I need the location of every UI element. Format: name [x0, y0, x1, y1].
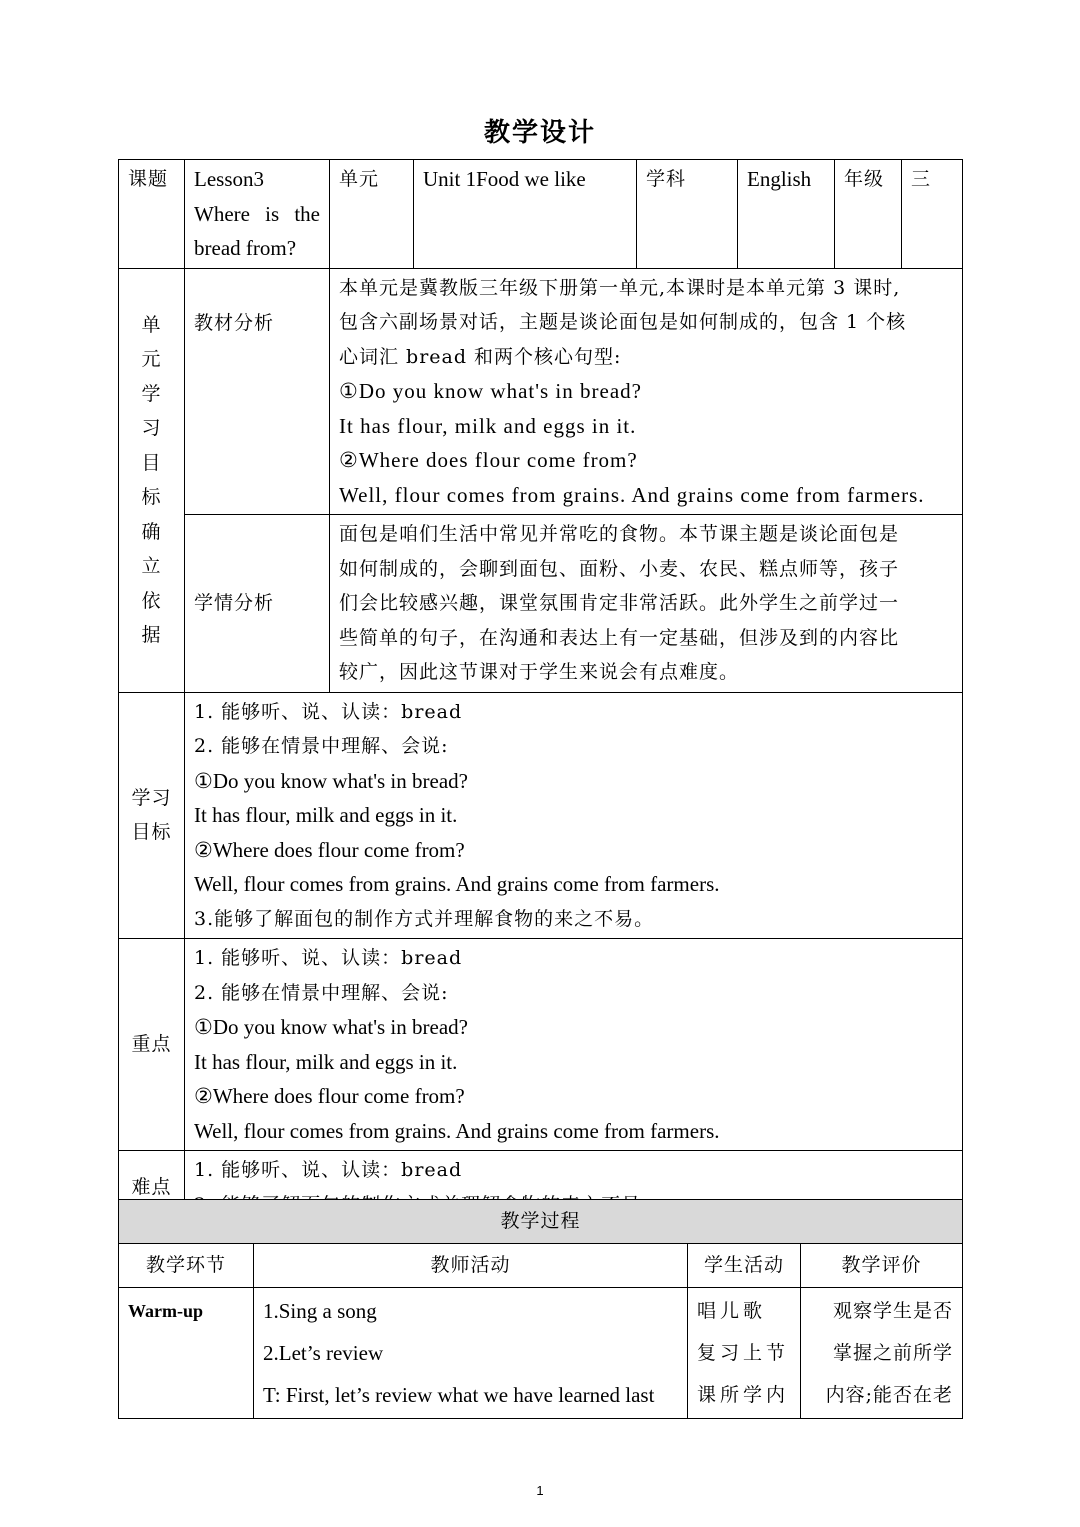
label-char: 确 [141, 520, 162, 543]
unit-basis-label-cell [119, 268, 185, 692]
subject-value-cell [738, 160, 835, 269]
difficulties-label: 难点 [131, 1176, 172, 1199]
course-value-cell [185, 160, 330, 269]
teacher-activity-cell [254, 1288, 688, 1419]
evaluation-line: 掌握之前所学 [833, 1342, 954, 1364]
learner-line: 面包是咱们生活中常见并常吃的食物。本节课主题是谈论面包是 [339, 523, 900, 545]
key-point-line: 2. 能够在情景中理解、会说: [194, 981, 449, 1004]
material-line: 包含六副场景对话，主题是谈论面包是如何制成的，包含 1 个核 [339, 311, 907, 333]
evaluation-cell [801, 1288, 963, 1419]
key-point-line: ②Where does flour come from? [194, 1084, 465, 1108]
subject-value: English [747, 167, 812, 191]
objectives-label-cell [119, 692, 185, 939]
student-line: 复习上节 [697, 1342, 790, 1364]
student-activity-cell [688, 1288, 801, 1419]
unit-label-cell [330, 160, 414, 269]
objective-line: 3.能够了解面包的制作方式并理解食物的来之不易。 [194, 907, 655, 930]
process-heading-cell [119, 1200, 963, 1244]
header-row [119, 160, 963, 269]
subject-label: 学科 [646, 168, 687, 190]
unit-basis-label [141, 308, 163, 653]
objectives-row [119, 692, 963, 939]
learner-line: 些简单的句子，在沟通和表达上有一定基础，但涉及到的内容比 [339, 626, 900, 649]
objective-line: 2. 能够在情景中理解、会说: [194, 735, 449, 757]
teacher-line: T: First, let’s review what we have learned last [263, 1383, 655, 1407]
course-line: Where is the [194, 201, 320, 226]
material-line: ②Where does flour come from? [339, 448, 638, 472]
stage-cell [119, 1288, 254, 1419]
label-char: 目 [141, 451, 162, 474]
learner-line: 们会比较感兴趣，课堂氛围肯定非常活跃。此外学生之前学过一 [339, 592, 900, 614]
material-label-cell [185, 268, 330, 515]
learner-line: 如何制成的，会聊到面包、面粉、小麦、农民、糕点师等，孩子 [339, 557, 900, 580]
grade-value: 三 [911, 168, 932, 190]
student-line: 唱儿歌 [697, 1300, 767, 1322]
grade-label-cell [835, 160, 902, 269]
course-label: 课题 [128, 168, 169, 190]
column-header: 教学环节 [119, 1244, 254, 1288]
material-line: It has flour, milk and eggs in it. [339, 413, 637, 438]
process-heading-row [119, 1200, 963, 1244]
column-header: 学生活动 [688, 1244, 801, 1288]
key-point-line: ①Do you know what's in bread? [194, 1015, 468, 1039]
material-line: 心词汇 bread 和两个核心句型: [339, 345, 622, 368]
unit-value-cell [414, 160, 637, 269]
key-point-line: It has flour, milk and eggs in it. [194, 1049, 458, 1074]
learner-analysis-row [119, 515, 963, 693]
label-char: 标 [141, 486, 162, 508]
material-line: Well, flour comes from grains. And grains come from farmers. [339, 482, 925, 507]
key-points-content-cell [185, 939, 963, 1151]
unit-label: 单元 [339, 168, 380, 190]
material-content-cell [330, 268, 963, 515]
objective-line: Well, flour comes from grains. And grains come from farmers. [194, 872, 720, 896]
page-number: 1 [536, 1483, 544, 1498]
difficulty-line: 1. 能够听、说、认读：bread [194, 1159, 463, 1181]
label-char: 学 [141, 382, 162, 405]
label-char: 立 [141, 555, 162, 577]
course-line: bread from? [194, 236, 297, 260]
label-char: 元 [141, 348, 162, 370]
course-label-cell [119, 160, 185, 269]
subject-label-cell [637, 160, 738, 269]
lesson-design-table [118, 159, 963, 1225]
key-points-label: 重点 [131, 1033, 172, 1056]
document-title: 教学设计 [483, 118, 596, 148]
label-char: 习 [141, 417, 162, 439]
teaching-process-table [118, 1199, 963, 1419]
grade-value-cell [902, 160, 963, 269]
objective-line: ②Where does flour come from? [194, 837, 465, 862]
learner-line: 较广，因此这节课对于学生来说会有点难度。 [339, 661, 740, 683]
objectives-content-cell [185, 692, 963, 939]
grade-label: 年级 [844, 168, 885, 190]
column-header: 教学评价 [801, 1244, 963, 1288]
objectives-label-line: 学习 [131, 786, 172, 809]
key-point-line: Well, flour comes from grains. And grains come from farmers. [194, 1118, 720, 1143]
teacher-line: 2.Let’s review [263, 1341, 384, 1365]
label-char: 单 [141, 313, 162, 336]
key-point-line: 1. 能够听、说、认读：bread [194, 947, 463, 969]
label-char: 据 [141, 624, 162, 646]
key-points-row [119, 939, 963, 1151]
objective-line: 1. 能够听、说、认读：bread [194, 700, 463, 723]
material-line: ①Do you know what's in bread? [339, 379, 642, 403]
evaluation-line: 观察学生是否 [833, 1300, 954, 1322]
learner-label: 学情分析 [194, 592, 275, 614]
evaluation-line: 内容;能否在老 [825, 1384, 954, 1406]
learner-label-cell [185, 515, 330, 693]
student-line: 课所学内 [697, 1384, 790, 1406]
material-line: 本单元是冀教版三年级下册第一单元,本课时是本单元第 3 课时, [339, 276, 901, 299]
material-analysis-row [119, 268, 963, 515]
key-points-label-cell [119, 939, 185, 1151]
material-label: 教材分析 [194, 311, 275, 334]
process-row-warmup [119, 1288, 963, 1419]
process-column-header-row [119, 1244, 963, 1288]
learner-content-cell [330, 515, 963, 693]
teacher-line: 1.Sing a song [263, 1299, 377, 1323]
stage-label: Warm-up [128, 1301, 204, 1321]
course-line: Lesson3 [194, 167, 264, 191]
unit-value: Unit 1Food we like [423, 167, 586, 191]
label-char: 依 [141, 589, 162, 612]
objective-line: ①Do you know what's in bread? [194, 768, 468, 793]
process-heading: 教学过程 [500, 1210, 581, 1233]
objectives-label-line: 目标 [131, 821, 172, 844]
column-header: 教师活动 [254, 1244, 688, 1288]
objective-line: It has flour, milk and eggs in it. [194, 803, 458, 827]
